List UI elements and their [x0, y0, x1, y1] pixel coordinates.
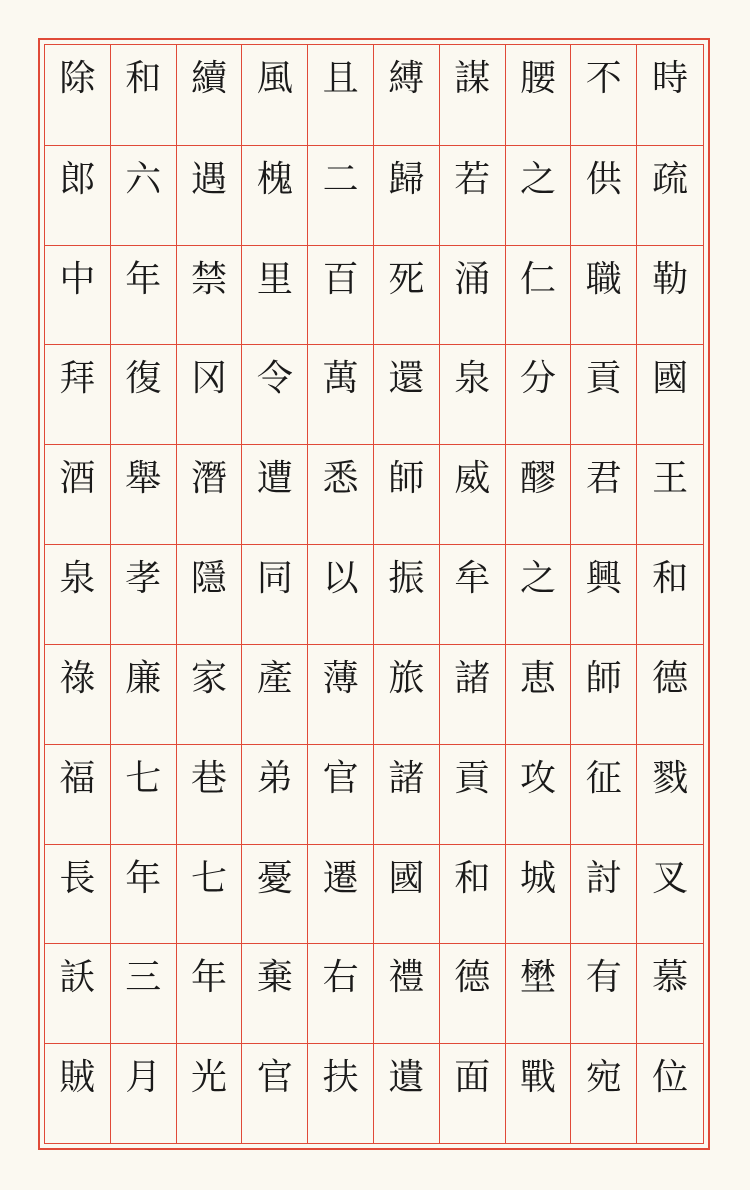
grid-cell-character: 恵: [506, 644, 571, 744]
grid-cell-character: 光: [177, 1043, 242, 1143]
grid-cell-character: 供: [571, 145, 636, 245]
grid-cell-character: 師: [374, 444, 439, 544]
grid-cell-character: 貢: [571, 344, 636, 444]
grid-cell-character: 旅: [374, 644, 439, 744]
grid-cell-character: 冈: [177, 344, 242, 444]
grid-column: [308, 45, 374, 1143]
grid-cell-character: 泉: [440, 344, 505, 444]
grid-cell-character: 弟: [242, 744, 307, 844]
grid-cell-character: 七: [111, 744, 176, 844]
grid-cell-character: 舉: [111, 444, 176, 544]
grid-cell-character: 扶: [308, 1043, 373, 1143]
grid-cell-character: 醪: [506, 444, 571, 544]
grid-cell-character: 拜: [45, 344, 110, 444]
grid-cell-character: 王: [637, 444, 703, 544]
grid-cell-character: 里: [242, 245, 307, 345]
grid-cell-character: 威: [440, 444, 505, 544]
grid-cell-character: 涌: [440, 245, 505, 345]
grid-cell-character: 憂: [242, 844, 307, 944]
grid-cell-character: 國: [637, 344, 703, 444]
grid-cell-character: 七: [177, 844, 242, 944]
grid-cell-character: 牟: [440, 544, 505, 644]
grid-cell-character: 和: [125, 58, 162, 99]
grid-cell-character: 續: [191, 58, 228, 99]
grid-cell-character: 謀: [454, 58, 491, 99]
grid-cell-character: 征: [571, 744, 636, 844]
grid-cell-character: 復: [111, 344, 176, 444]
grid-cell-character: 戰: [506, 1043, 571, 1143]
grid-cell-character: 宛: [571, 1043, 636, 1143]
grid-cell-character: 師: [571, 644, 636, 744]
grid-cell-character: 有: [571, 943, 636, 1043]
grid-cell-character: 年: [111, 844, 176, 944]
calligraphy-sheet: [38, 38, 710, 1150]
grid-cell-character: 分: [506, 344, 571, 444]
grid-cell-character: 興: [571, 544, 636, 644]
grid-cell-character: 戮: [637, 744, 703, 844]
grid-cell-character: 訞: [45, 943, 110, 1043]
grid-cell-character: 家: [177, 644, 242, 744]
grid-cell-character: 年: [111, 245, 176, 345]
grid-cell-character: 遭: [242, 444, 307, 544]
grid-cell-character: 令: [242, 344, 307, 444]
grid-cell-character: 疏: [637, 145, 703, 245]
grid-cell-character: 和: [637, 544, 703, 644]
grid-cell-character: 諸: [374, 744, 439, 844]
grid-cell-character: 官: [308, 744, 373, 844]
grid-cell-character: 壄: [506, 943, 571, 1043]
grid-cell-character: 之: [506, 544, 571, 644]
grid-cell-character: 城: [506, 844, 571, 944]
grid-cell-character: 孝: [111, 544, 176, 644]
grid-cell-character: 縛: [388, 58, 425, 99]
grid-cell-character: 還: [374, 344, 439, 444]
grid-column: [571, 45, 637, 1143]
grid-cell-character: 萬: [308, 344, 373, 444]
grid-cell-character: 和: [440, 844, 505, 944]
grid-cell-character: 討: [571, 844, 636, 944]
grid-cell-character: 禁: [177, 245, 242, 345]
grid-column: [111, 45, 177, 1143]
grid-cell-character: 月: [111, 1043, 176, 1143]
grid-cell-character: 君: [571, 444, 636, 544]
grid-cell-character: 官: [242, 1043, 307, 1143]
grid-cell-character: 遺: [374, 1043, 439, 1143]
grid-cell-character: 振: [374, 544, 439, 644]
grid-cell-character: 仁: [506, 245, 571, 345]
grid-cell-character: 除: [59, 58, 96, 99]
grid-cell-character: 勒: [637, 245, 703, 345]
grid-cell-character: 且: [322, 58, 359, 99]
grid-cell-character: 三: [111, 943, 176, 1043]
grid-cell-character: 諸: [440, 644, 505, 744]
grid-cell-character: 叉: [637, 844, 703, 944]
grid-cell-character: 遇: [177, 145, 242, 245]
grid-cell-character: 賊: [45, 1043, 110, 1143]
grid-column: [637, 45, 703, 1143]
grid-cell-character: 貢: [440, 744, 505, 844]
grid-cell-character: 中: [45, 245, 110, 345]
grid-cell-character: 槐: [242, 145, 307, 245]
grid-cell-character: 祿: [45, 644, 110, 744]
grid-cell-character: 廉: [111, 644, 176, 744]
grid-cell-character: 德: [440, 943, 505, 1043]
grid-cell-character: 年: [177, 943, 242, 1043]
grid-cell-character: 郎: [45, 145, 110, 245]
grid-column: [177, 45, 243, 1143]
grid-cell-character: 不: [585, 58, 622, 99]
grid-cell-character: 長: [45, 844, 110, 944]
grid-cell-character: 禮: [374, 943, 439, 1043]
grid-cell-character: 若: [440, 145, 505, 245]
grid-cell-character: 職: [571, 245, 636, 345]
grid-cell-character: 泉: [45, 544, 110, 644]
grid-column: [506, 45, 572, 1143]
grid-cell-character: 酒: [45, 444, 110, 544]
grid-cell-character: 棄: [242, 943, 307, 1043]
grid-cell-character: 風: [256, 58, 293, 99]
grid-cell-character: 產: [242, 644, 307, 744]
grid-column: [242, 45, 308, 1143]
grid-cell-character: 時: [652, 58, 689, 99]
grid-cell-character: 面: [440, 1043, 505, 1143]
grid-cell-character: 六: [111, 145, 176, 245]
grid-cell-character: 同: [242, 544, 307, 644]
grid-cell-character: 以: [308, 544, 373, 644]
grid-cell-character: 福: [45, 744, 110, 844]
grid-cell-character: 慕: [637, 943, 703, 1043]
grid-cell-character: 遷: [308, 844, 373, 944]
grid-cell-character: 隱: [177, 544, 242, 644]
grid-cell-character: 二: [308, 145, 373, 245]
grid-cell-character: 巷: [177, 744, 242, 844]
grid-cell-character: 位: [637, 1043, 703, 1143]
grid-cell-character: 攻: [506, 744, 571, 844]
grid-cell-character: 德: [637, 644, 703, 744]
grid-cell-character: 歸: [374, 145, 439, 245]
grid-column: [374, 45, 440, 1143]
grid-cell-character: 百: [308, 245, 373, 345]
grid-cell-character: 悉: [308, 444, 373, 544]
character-grid: [44, 44, 704, 1144]
grid-cell-character: 國: [374, 844, 439, 944]
grid-column: [440, 45, 506, 1143]
grid-cell-character: 腰: [520, 58, 557, 99]
grid-cell-character: 潛: [177, 444, 242, 544]
grid-column: [45, 45, 111, 1143]
grid-cell-character: 薄: [308, 644, 373, 744]
grid-cell-character: 死: [374, 245, 439, 345]
grid-cell-character: 之: [506, 145, 571, 245]
grid-cell-character: 右: [308, 943, 373, 1043]
